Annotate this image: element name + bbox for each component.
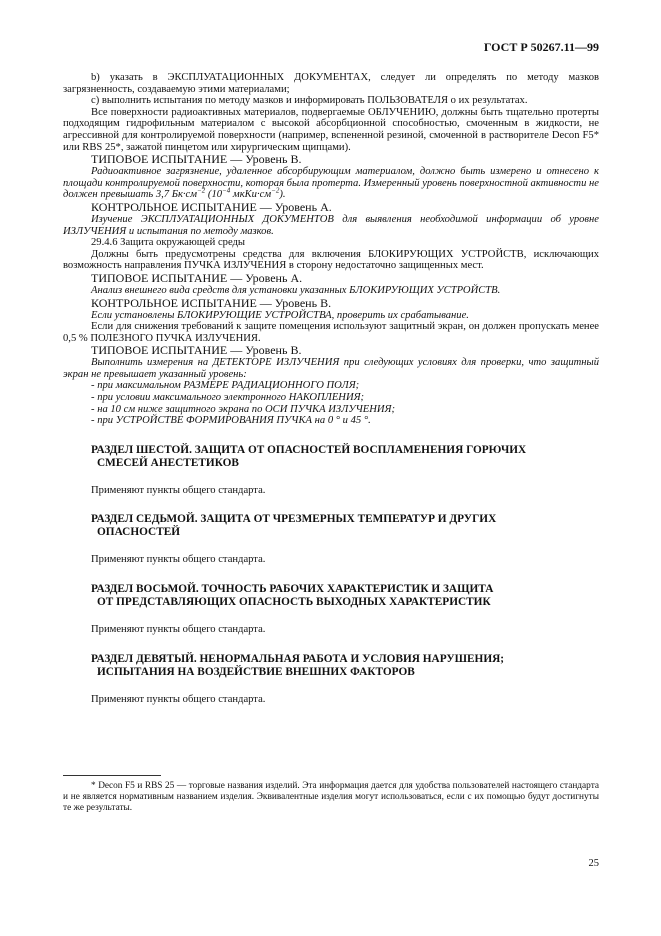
section-title-8 [91,583,539,609]
text-run: мкКи·см [230,189,272,201]
test-heading-type-b-2: ТИПОВОЕ ИСПЫТАНИЕ — Уровень В. [91,343,302,358]
title-line: РАЗДЕЛ СЕДЬМОЙ. ЗАЩИТА ОТ ЧРЕЗМЕРНЫХ ТЕМПЕРАТУР И ДРУГИХ [91,513,497,526]
test-heading-type-a: ТИПОВОЕ ИСПЫТАНИЕ — Уровень А. [91,270,303,285]
superscript: −4 [222,186,231,195]
title-line: ОТ ПРЕДСТАВЛЯЮЩИХ ОПАСНОСТЬ ВЫХОДНЫХ ХАРАКТЕРИСТИК [97,596,491,609]
test-description-measure: Выполнить измерения на ДЕТЕКТОРЕ ИЗЛУЧЕНИЯ при следующих условиях для проверки, что защитный экран не превышает указанный уровень: [63,357,599,380]
list-item: - при условии максимального электронного НАКОПЛЕНИЯ; [91,392,599,404]
clause-heading: 29.4.6 Защита окружающей среды [91,237,246,249]
test-description-analysis: Анализ внешнего вида средств для установки указанных БЛОКИРУЮЩИХ УСТРОЙСТВ. [91,284,501,296]
title-line: ИСПЫТАНИЯ НА ВОЗДЕЙСТВИЕ ВНЕШНИХ ФАКТОРОВ [97,665,415,678]
superscript: −2 [271,186,280,195]
footnote-divider [63,775,161,776]
page-number: 25 [588,858,599,869]
title-line: ОПАСНОСТЕЙ [97,526,181,539]
paragraph-c: c) выполнить испытания по методу мазков и информировать ПОЛЬЗОВАТЕЛЯ о их результатах. [91,95,528,107]
section-title-7 [91,513,539,539]
paragraph-screen: Если для снижения требований к защите помещения используют защитный экран, он должен пропускать менее 0,5 % ПОЛЕЗНОГО ПУЧКА ИЗЛУЧЕНИЯ. [63,321,599,344]
test-heading-type-b: ТИПОВОЕ ИСПЫТАНИЕ — Уровень В. [91,152,302,167]
paragraph-interlocks: Должны быть предусмотрены средства для включения БЛОКИРУЮЩИХ УСТРОЙСТВ, исключающих возможность направления ПУЧКА ИЗЛУЧЕНИЯ в сторону недостаточно защищенных мест. [63,248,599,272]
test-description-contamination [63,166,599,201]
list-item: - при максимальном РАЗМЕРЕ РАДИАЦИОННОГО ПОЛЯ; [91,380,599,392]
paragraph-surfaces: Все поверхности радиоактивных материалов, подвергаемые ОБЛУЧЕНИЮ, должны быть тщательно протерты подходящим гидрофильным материалом с высокой абсорбционной способностью, смоченным в жидкости, не агрессивной для контролируемой поверхности (например, вспененной резиной, смоченной в растворителе Decon F5* или RBS 25*, зажатой пинцетом или хирургическим щипцами). [63,106,599,153]
title-line: РАЗДЕЛ ДЕВЯТЫЙ. НЕНОРМАЛЬНАЯ РАБОТА И УСЛОВИЯ НАРУШЕНИЯ; [91,652,505,665]
section-body-9: Применяют пункты общего стандарта. [91,693,266,705]
section-title-9 [91,653,539,679]
test-description-docs: Изучение ЭКСПЛУАТАЦИОННЫХ ДОКУМЕНТОВ для выявления необходимой информации об уровне ИЗЛУЧЕНИЯ и испытания по методу мазков. [63,213,599,237]
test-description-check: Если установлены БЛОКИРУЮЩИЕ УСТРОЙСТВА, проверить их срабатывание. [91,309,469,321]
document-code: ГОСТ Р 50267.11—99 [483,40,599,54]
superscript: −2 [197,186,206,195]
list-item: - при УСТРОЙСТВЕ ФОРМИРОВАНИЯ ПУЧКА на 0 ° и 45 °. [91,415,599,427]
section-body-6: Применяют пункты общего стандарта. [91,484,266,496]
section-body-7: Применяют пункты общего стандарта. [91,554,266,566]
paragraph-b: b) указать в ЭКСПЛУАТАЦИОННЫХ ДОКУМЕНТАХ, следует ли определять по методу мазков загрязненность, создаваемую этими материалами; [63,72,599,95]
title-line: СМЕСЕЙ АНЕСТЕТИКОВ [97,456,239,469]
title-line: РАЗДЕЛ ШЕСТОЙ. ЗАЩИТА ОТ ОПАСНОСТЕЙ ВОСПЛАМЕНЕНИЯ ГОРЮЧИХ [91,443,527,456]
test-heading-control-a: КОНТРОЛЬНОЕ ИСПЫТАНИЕ — Уровень А. [91,199,332,214]
text-run: Радиоактивное загрязнение, удаленное абсорбирующим материалом, должно быть измерено и отнесено к площади контролируемой поверхности, которая была протерта. Измеренный уровень поверхностной активности не должен превышать 3,7 Бк·см [63,166,599,201]
page-content [63,72,599,705]
footnote: * Decon F5 и RBS 25 — торговые названия изделий. Эта информация дается для удобства пользователей настоящего стандарта и не является нормативным названием изделия. Эквивалентные изделия могут использоваться, если с их помощью будут достигнуты те же результаты. [63,781,599,813]
text-run: (10 [205,189,223,201]
list-item: - на 10 см ниже защитного экрана по ОСИ ПУЧКА ИЗЛУЧЕНИЯ; [91,404,599,416]
test-heading-control-b: КОНТРОЛЬНОЕ ИСПЫТАНИЕ — Уровень В. [91,295,332,310]
text-run: ). [279,189,286,201]
conditions-list [63,380,599,426]
section-title-6 [91,444,539,470]
section-body-8: Применяют пункты общего стандарта. [91,624,266,636]
title-line: РАЗДЕЛ ВОСЬМОЙ. ТОЧНОСТЬ РАБОЧИХ ХАРАКТЕРИСТИК И ЗАЩИТА [91,583,494,596]
